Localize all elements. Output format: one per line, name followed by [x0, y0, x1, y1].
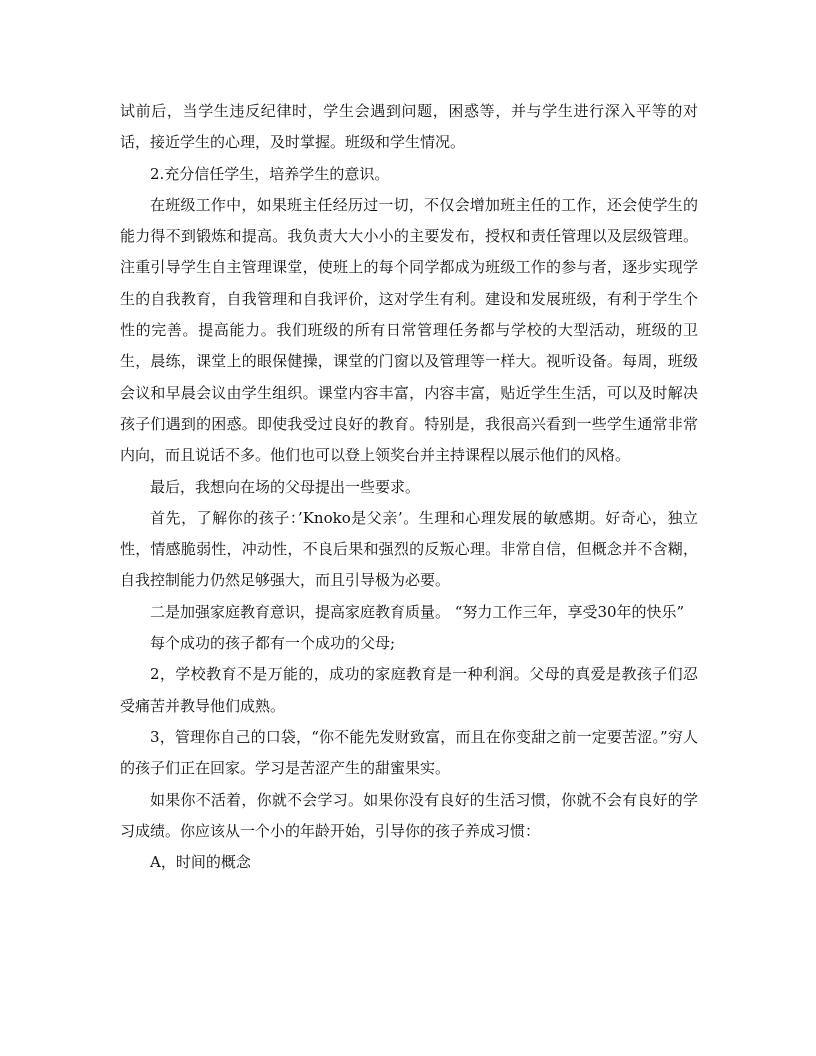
paragraph-3: 在班级工作中，如果班主任经历过一切，不仅会增加班主任的工作，还会使学生的能力得不到锻炼和提高。我负责大大小小的主要发布，授权和责任管理以及层级管理。注重引导学生自主管理课堂，使班上的每个同学都成为班级工作的参与者，逐步实现学生的自我教育，自我管理和自我评价，这对学生有利。建设和发展班级，有利于学生个性的完善。提高能力。我们班级的所有日常管理任务都与学校的大型活动，班级的卫生，晨练，课堂上的眼保健操，课堂的门窗以及管理等一样大。视听设备。每周，班级会议和早晨会议由学生组织。课堂内容丰富，内容丰富，贴近学生生活，可以及时解决孩子们遇到的困惑。即使我受过良好的教育。特别是，我很高兴看到一些学生通常非常内向，而且说话不多。他们也可以登上领奖台并主持课程以展示他们的风格。 — [120, 195, 698, 465]
document-page — [120, 96, 698, 878]
paragraph-5: 首先，了解你的孩子：’Knoko是父亲’。生理和心理发展的敏感期。好奇心，独立性，情感脆弱性，冲动性，不良后果和强烈的反叛心理。非常自信，但概念并不含糊，自我控制能力仍然足够强大，而且引导极为必要。 — [120, 508, 698, 590]
paragraph-9: 3，管理你自己的口袋，“你不能先发财致富，而且在你变甜之前一定要苦涩。”穷人的孩子们正在回家。学习是苦涩产生的甜蜜果实。 — [120, 727, 698, 778]
paragraph-11: A，时间的概念 — [150, 853, 251, 872]
paragraph-4: 最后，我想向在场的父母提出一些要求。 — [150, 477, 421, 496]
paragraph-7: 每个成功的孩子都有一个成功的父母; — [150, 634, 396, 653]
paragraph-2: 2.充分信任学生，培养学生的意识。 — [150, 164, 390, 183]
paragraph-6: 二是加强家庭教育意识，提高家庭教育质量。 “努力工作三年，享受30年的快乐” — [150, 602, 685, 621]
paragraph-8: 2，学校教育不是万能的，成功的家庭教育是一种利润。父母的真爱是教孩子们忍受痛苦并教导他们成熟。 — [120, 665, 698, 715]
paragraph-1: 试前后，当学生违反纪律时，学生会遇到问题，困惑等，并与学生进行深入平等的对话，接近学生的心理，及时掌握。班级和学生情况。 — [120, 102, 698, 152]
paragraph-10: 如果你不活着，你就不会学习。如果你没有良好的生活习惯，你就不会有良好的学习成绩。你应该从一个小的年龄开始，引导你的孩子养成习惯： — [120, 790, 698, 840]
